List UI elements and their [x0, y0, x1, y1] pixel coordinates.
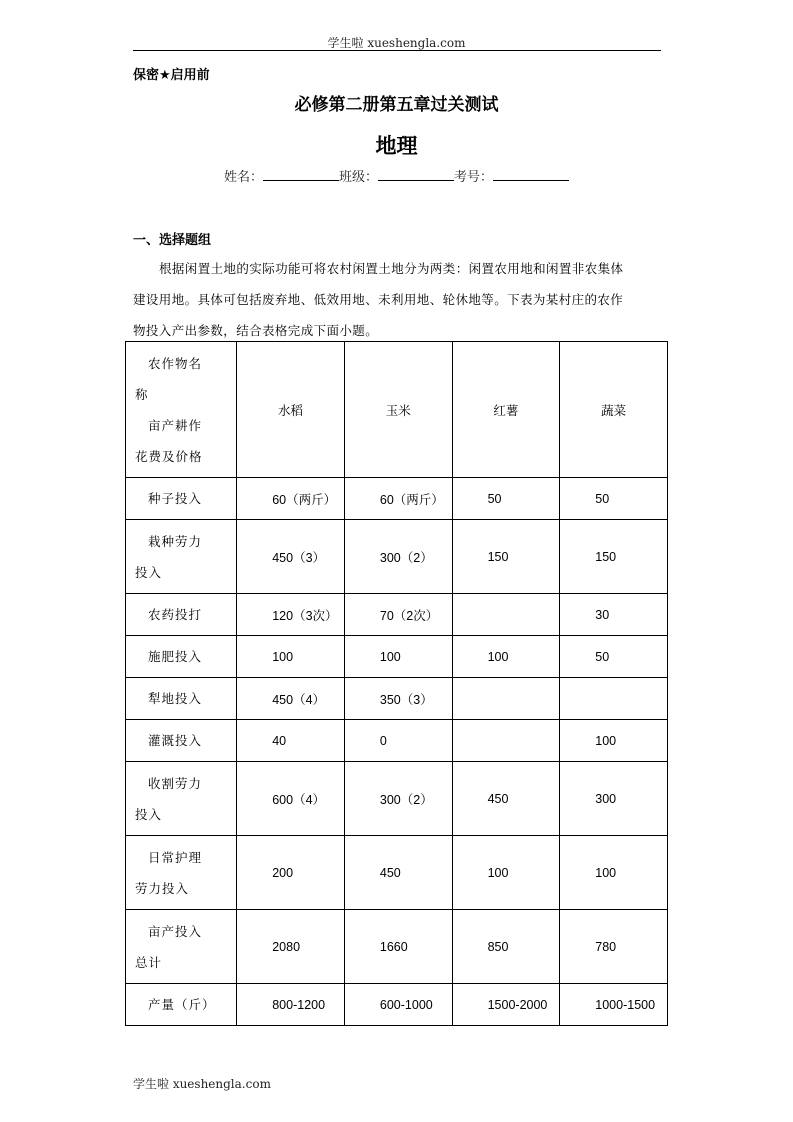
table-cell: 100: [560, 836, 668, 910]
row-label-line: 亩产投入: [148, 923, 203, 939]
crop-input-output-table: [125, 341, 668, 1026]
row-label-line: 投入: [135, 806, 163, 822]
section-title: 一、选择题组: [133, 233, 212, 248]
row-label-line: 劳力投入: [135, 880, 190, 896]
row-label: [126, 720, 237, 762]
table-cell: 450: [452, 762, 560, 836]
row-label: [126, 594, 237, 636]
row-label-line: 种子投入: [148, 491, 203, 506]
row-label-line: 农药投打: [148, 607, 203, 622]
table-cell: 50: [560, 636, 668, 678]
table-cell: 1500-2000: [452, 984, 560, 1026]
row-label: [126, 836, 237, 910]
paragraph-line: 物投入产出参数，结合表格完成下面小题。: [133, 323, 379, 338]
table-cell: 150: [452, 520, 560, 594]
table-cell: 300（2）: [344, 762, 452, 836]
row-label-line: 栽种劳力: [148, 533, 203, 549]
table-cell: 800-1200: [237, 984, 345, 1026]
row-label: [126, 636, 237, 678]
table-cell: 450: [344, 836, 452, 910]
table-cell: 0: [344, 720, 452, 762]
column-header: 蔬菜: [560, 342, 668, 478]
table-header-row: [126, 342, 668, 478]
table-cell: 850: [452, 910, 560, 984]
column-header: 水稻: [237, 342, 345, 478]
table-cell: 60（两斤）: [237, 478, 345, 520]
header-label-cell: [126, 342, 237, 478]
page-footer-site: 学生啦 xueshengla.com: [133, 1077, 271, 1091]
table-row: [126, 678, 668, 720]
table-row: [126, 836, 668, 910]
table-cell: [452, 594, 560, 636]
row-label-line: 投入: [135, 564, 163, 580]
row-label-line: 产量（斤）: [148, 997, 216, 1012]
header-label-line: 花费及价格: [135, 448, 203, 464]
class-blank[interactable]: [378, 168, 454, 181]
table-cell: 50: [452, 478, 560, 520]
paragraph-line: 根据闲置土地的实际功能可将农村闲置土地分为两类：闲置农用地和闲置非农集体: [159, 261, 624, 276]
paragraph-line: 建设用地。具体可包括废弃地、低效用地、未利用地、轮休地等。下表为某村庄的农作: [133, 292, 624, 307]
table-cell: 450（4）: [237, 678, 345, 720]
header-label-line: 亩产耕作: [148, 417, 203, 433]
table-cell: 600（4）: [237, 762, 345, 836]
document-title: 必修第二册第五章过关测试: [294, 95, 499, 115]
table-cell: [452, 720, 560, 762]
subject-title: 地理: [375, 134, 418, 158]
row-label: [126, 678, 237, 720]
name-blank[interactable]: [263, 168, 339, 181]
row-label: [126, 984, 237, 1026]
table-cell: 300（2）: [344, 520, 452, 594]
table-row: [126, 984, 668, 1026]
table-cell: 30: [560, 594, 668, 636]
row-label-line: 施肥投入: [148, 649, 203, 664]
table-cell: 100: [237, 636, 345, 678]
row-label-line: 日常护理: [148, 849, 203, 865]
table-row: [126, 910, 668, 984]
row-label: [126, 762, 237, 836]
table-cell: 100: [560, 720, 668, 762]
row-label: [126, 520, 237, 594]
table-cell: 50: [560, 478, 668, 520]
table-cell: [452, 678, 560, 720]
table-cell: 100: [452, 836, 560, 910]
table-row: [126, 594, 668, 636]
table-row: [126, 520, 668, 594]
table-cell: 1660: [344, 910, 452, 984]
table-row: [126, 478, 668, 520]
table-cell: 100: [344, 636, 452, 678]
table-cell: 300: [560, 762, 668, 836]
table-cell: 120（3次）: [237, 594, 345, 636]
question-paragraph: [133, 253, 661, 346]
table-cell: 150: [560, 520, 668, 594]
header-divider: [133, 50, 661, 51]
table-cell: 70（2次）: [344, 594, 452, 636]
exam-no-label: 考号：: [454, 170, 494, 185]
table-cell: 2080: [237, 910, 345, 984]
class-label: 班级：: [338, 170, 378, 185]
table-cell: 780: [560, 910, 668, 984]
table-row: [126, 720, 668, 762]
page-header-site: 学生啦 xueshengla.com: [327, 36, 466, 50]
table-cell: 1000-1500: [560, 984, 668, 1026]
table-row: [126, 636, 668, 678]
student-info-row: [0, 166, 793, 185]
table-cell: 350（3）: [344, 678, 452, 720]
row-label-line: 总计: [135, 954, 163, 970]
row-label-line: 灌溉投入: [148, 733, 203, 748]
table-cell: 200: [237, 836, 345, 910]
table-cell: 600-1000: [344, 984, 452, 1026]
table-cell: 40: [237, 720, 345, 762]
name-label: 姓名：: [223, 170, 263, 185]
exam-no-blank[interactable]: [493, 168, 569, 181]
confidential-notice: 保密★启用前: [133, 68, 210, 83]
table-cell: 450（3）: [237, 520, 345, 594]
column-header: 红薯: [452, 342, 560, 478]
row-label-line: 犁地投入: [148, 691, 203, 706]
row-label: [126, 478, 237, 520]
table-cell: 100: [452, 636, 560, 678]
row-label: [126, 910, 237, 984]
table-cell: [560, 678, 668, 720]
row-label-line: 收割劳力: [148, 775, 203, 791]
column-header: 玉米: [344, 342, 452, 478]
header-label-line: 农作物名: [148, 355, 203, 371]
table-cell: 60（两斤）: [344, 478, 452, 520]
header-label-line: 称: [135, 386, 149, 402]
table-row: [126, 762, 668, 836]
